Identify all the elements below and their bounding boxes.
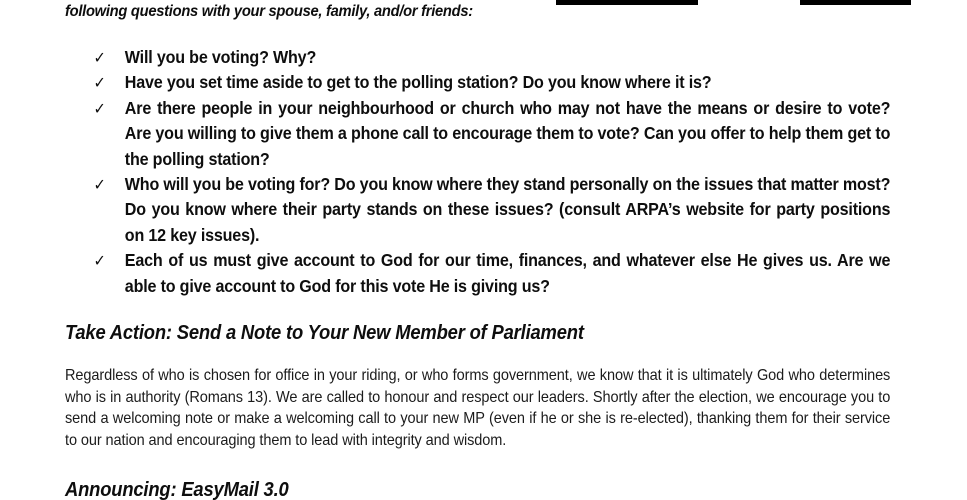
section-heading-take-action: Take Action: Send a Note to Your New Member of Parliament — [65, 322, 584, 344]
checkmark-icon: ✓ — [93, 50, 106, 67]
checklist-item — [65, 248, 890, 299]
checklist-item-text: Will you be voting? Why? — [124, 47, 317, 67]
checklist-item — [65, 70, 890, 95]
cutoff-text-fragment-left — [556, 0, 698, 5]
checklist-item-text: Who will you be voting for? Do you know where they stand personally on the issues that matter most? Do you know where their party stands on these issues? (consult ARPA’s website for party positions on 12 key issues). — [124, 174, 891, 245]
checklist-item — [65, 45, 890, 70]
take-action-paragraph: Regardless of who is chosen for office in your riding, or who forms government, we know that it is ultimately God who determines who is in authority (Romans 13). We are called to honour and respect our leaders. Shortly after the election, we encourage you to send a welcoming note or make a welcoming call to your new MP (even if he or she is re-elected), thanking them for their service to our nation and encouraging them to lead with integrity and wisdom. — [65, 367, 891, 449]
cutoff-text-fragment-right — [800, 0, 911, 5]
checklist-item-text: Are there people in your neighbourhood or church who may not have the means or desire to vote? Are you willing to give them a phone call to encourage them to vote? Can you offer to help them get to the polling station? — [124, 97, 891, 169]
section-heading-announcing: Announcing: EasyMail 3.0 — [65, 479, 289, 500]
intro-text: following questions with your spouse, family, and/or friends: — [65, 3, 473, 20]
checkmark-icon: ✓ — [93, 253, 106, 271]
checklist-item — [65, 172, 890, 248]
checkmark-icon: ✓ — [93, 100, 106, 118]
checklist-item — [65, 96, 890, 172]
checkmark-icon: ✓ — [93, 75, 106, 93]
checklist-item-text: Each of us must give account to God for our time, finances, and whatever else He gives us. Are we able to give account to God for this vote He is giving us? — [124, 250, 891, 296]
checklist-item-text: Have you set time aside to get to the polling station? Do you know where it is? — [124, 72, 712, 93]
checkmark-icon: ✓ — [93, 177, 106, 195]
voting-checklist — [65, 45, 890, 299]
